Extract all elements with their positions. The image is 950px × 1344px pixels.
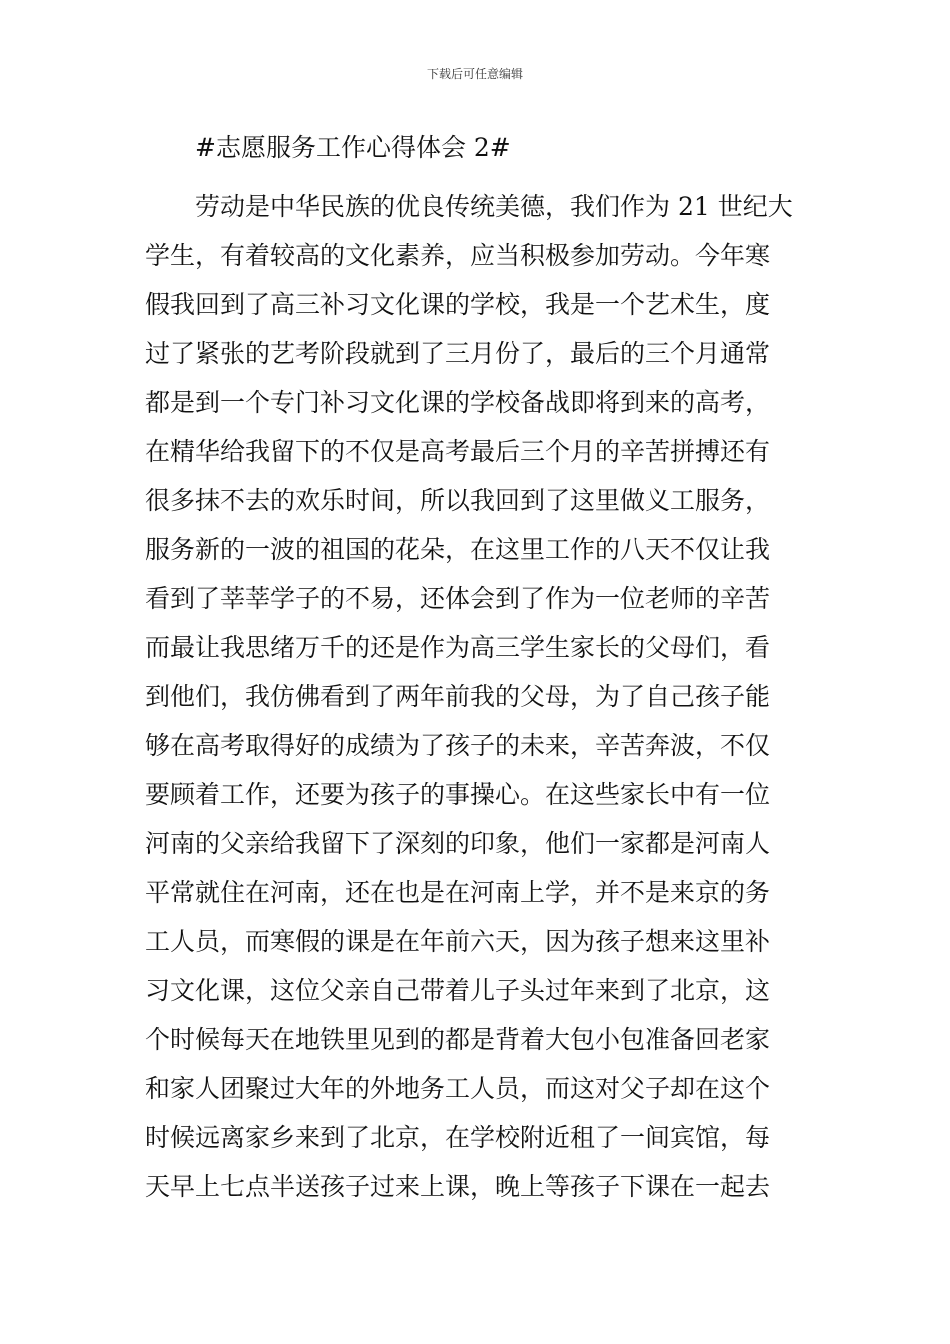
header-note: 下载后可任意编辑 (426, 67, 523, 81)
body-line: 在精华给我留下的不仅是高考最后三个月的辛苦拼搏还有 (145, 437, 771, 466)
body-line: 天早上七点半送孩子过来上课，晚上等孩子下课在一起去 (145, 1172, 771, 1201)
body-line: 时候远离家乡来到了北京，在学校附近租了一间宾馆，每 (145, 1123, 771, 1152)
body-line: 河南的父亲给我留下了深刻的印象，他们一家都是河南人 (145, 829, 771, 858)
body-line: 平常就住在河南，还在也是在河南上学，并不是来京的务 (145, 878, 771, 907)
document-title: #志愿服务工作心得体会 2# (195, 133, 511, 162)
body-line: 学生，有着较高的文化素养，应当积极参加劳动。今年寒 (145, 241, 771, 270)
body-line: 工人员，而寒假的课是在年前六天，因为孩子想来这里补 (145, 927, 771, 956)
body-line: 个时候每天在地铁里见到的都是背着大包小包准备回老家 (145, 1025, 771, 1054)
body-line: 劳动是中华民族的优良传统美德，我们作为 21 世纪大 (195, 192, 793, 221)
body-line: 够在高考取得好的成绩为了孩子的未来，辛苦奔波，不仅 (145, 731, 771, 760)
body-text (145, 182, 825, 1211)
body-line: 而最让我思绪万千的还是作为高三学生家长的父母们，看 (145, 633, 771, 662)
body-line: 看到了莘莘学子的不易，还体会到了作为一位老师的辛苦 (145, 584, 771, 613)
body-line: 都是到一个专门补习文化课的学校备战即将到来的高考， (145, 388, 771, 417)
body-line: 和家人团聚过大年的外地务工人员，而这对父子却在这个 (145, 1074, 771, 1103)
body-line: 到他们，我仿佛看到了两年前我的父母，为了自己孩子能 (145, 682, 771, 711)
body-line: 假我回到了高三补习文化课的学校，我是一个艺术生，度 (145, 290, 771, 319)
body-line: 习文化课，这位父亲自己带着儿子头过年来到了北京，这 (145, 976, 771, 1005)
body-line: 过了紧张的艺考阶段就到了三月份了，最后的三个月通常 (145, 339, 771, 368)
body-line: 要顾着工作，还要为孩子的事操心。在这些家长中有一位 (145, 780, 771, 809)
body-line: 服务新的一波的祖国的花朵，在这里工作的八天不仅让我 (145, 535, 771, 564)
body-line: 很多抹不去的欢乐时间，所以我回到了这里做义工服务， (145, 486, 771, 515)
